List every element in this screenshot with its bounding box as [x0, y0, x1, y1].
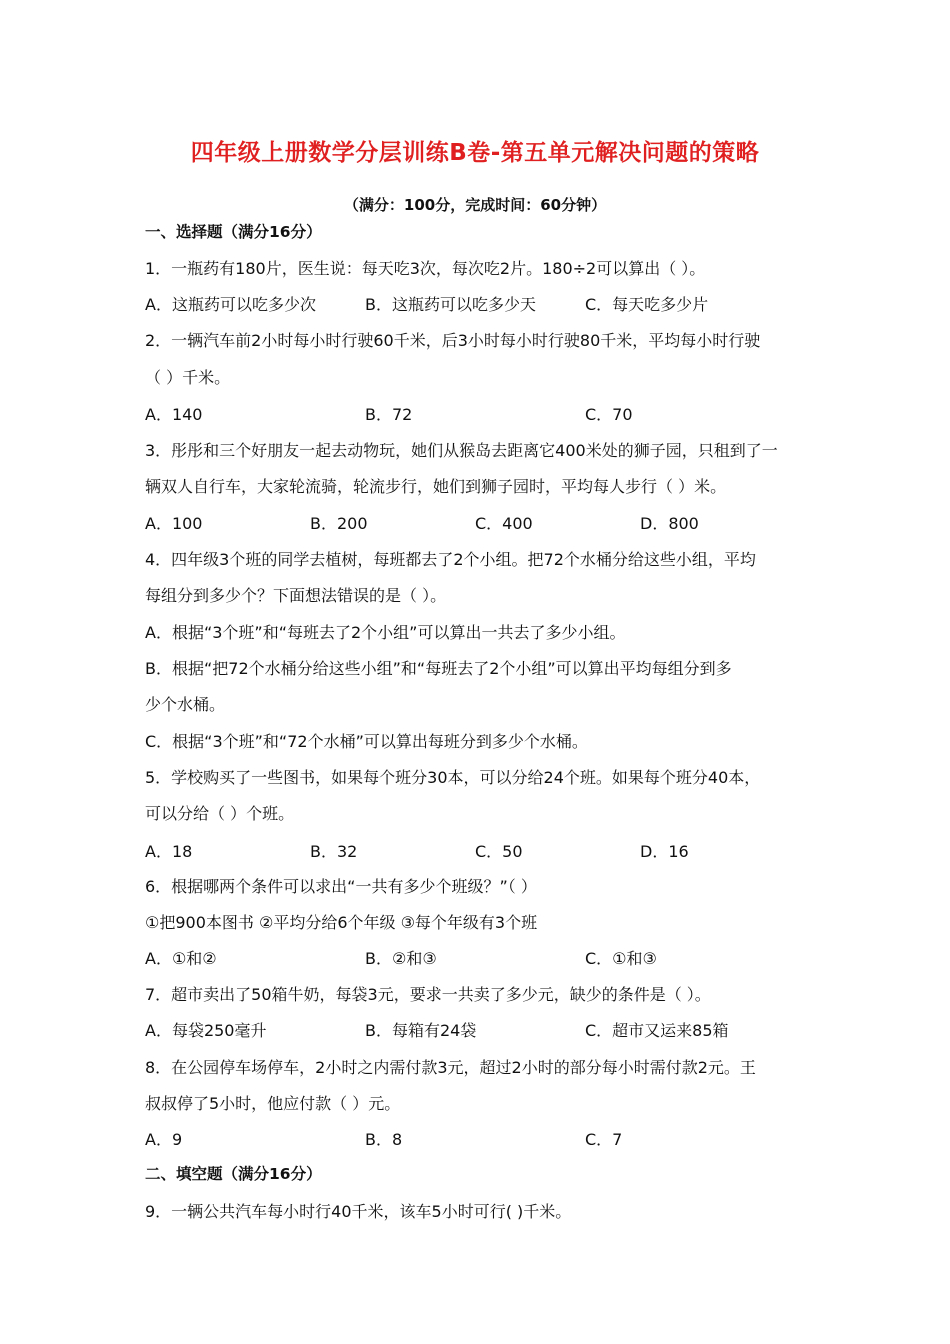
question-6-stem: 6．根据哪两个条件可以求出“一共有多少个班级？”（ ） — [145, 877, 537, 896]
question-3-stem-line1: 3．彤彤和三个好朋友一起去动物玩，她们从猴岛去距离它400米处的狮子园，只租到了一 — [145, 441, 778, 460]
q2-option-c: C．70 — [585, 405, 633, 424]
q6-conditions: ①把900本图书 ②平均分给6个年级 ③每个年级有3个班 — [145, 913, 538, 932]
q6-option-a: A．①和② — [145, 949, 217, 968]
q6-option-b: B．②和③ — [365, 949, 437, 968]
question-9-stem: 9．一辆公共汽车每小时行40千米，该车5小时可行( )千米。 — [145, 1202, 572, 1221]
question-8-stem-line2: 叔叔停了5小时，他应付款（ ）元。 — [145, 1094, 401, 1113]
q3-option-d: D．800 — [640, 514, 699, 533]
q4-option-b-line1: B．根据“把72个水桶分给这些小组”和“每班去了2个小组”可以算出平均每组分到多 — [145, 659, 732, 678]
q1-option-a: A．这瓶药可以吃多少次 — [145, 295, 316, 314]
question-2-stem-line2: （ ）千米。 — [145, 368, 231, 387]
section-heading-choice: 一、选择题（满分16分） — [145, 223, 322, 241]
question-7-stem: 7．超市卖出了50箱牛奶，每袋3元，要求一共卖了多少元，缺少的条件是（ ）。 — [145, 985, 711, 1004]
q2-option-b: B．72 — [365, 405, 413, 424]
q7-option-b: B．每箱有24袋 — [365, 1021, 477, 1040]
q8-option-b: B．8 — [365, 1130, 403, 1149]
question-5-stem-line2: 可以分给（ ）个班。 — [145, 804, 295, 823]
question-8-stem-line1: 8．在公园停车场停车，2小时之内需付款3元，超过2小时的部分每小时需付款2元。王 — [145, 1058, 756, 1077]
q4-option-a: A．根据“3个班”和“每班去了2个小组”可以算出一共去了多少小组。 — [145, 623, 626, 642]
q1-option-c: C．每天吃多少片 — [585, 295, 709, 314]
q5-option-b: B．32 — [310, 842, 358, 861]
q3-option-b: B．200 — [310, 514, 368, 533]
question-2-stem-line1: 2．一辆汽车前2小时每小时行驶60千米，后3小时每小时行驶80千米，平均每小时行驶 — [145, 331, 761, 350]
question-4-stem-line2: 每组分到多少个？下面想法错误的是（ ）。 — [145, 586, 447, 605]
q7-option-a: A．每袋250毫升 — [145, 1021, 267, 1040]
document-title: 四年级上册数学分层训练B卷-第五单元解决问题的策略 — [190, 140, 760, 166]
section-heading-fill: 二、填空题（满分16分） — [145, 1165, 322, 1183]
q3-option-c: C．400 — [475, 514, 533, 533]
q5-option-d: D．16 — [640, 842, 689, 861]
question-3-stem-line2: 辆双人自行车，大家轮流骑，轮流步行，她们到狮子园时，平均每人步行（ ）米。 — [145, 477, 727, 496]
q1-option-b: B．这瓶药可以吃多少天 — [365, 295, 536, 314]
q7-option-c: C．超市又运来85箱 — [585, 1021, 729, 1040]
q8-option-a: A．9 — [145, 1130, 183, 1149]
q3-option-a: A．100 — [145, 514, 203, 533]
question-5-stem-line1: 5．学校购买了一些图书，如果每个班分30本，可以分给24个班。如果每个班分40本， — [145, 768, 761, 787]
q5-option-c: C．50 — [475, 842, 523, 861]
question-1-stem: 1．一瓶药有180片，医生说：每天吃3次，每次吃2片。180÷2可以算出（ ）。 — [145, 259, 706, 278]
question-4-stem-line1: 4．四年级3个班的同学去植树，每班都去了2个小组。把72个水桶分给这些小组，平均 — [145, 550, 756, 569]
q5-option-a: A．18 — [145, 842, 193, 861]
q8-option-c: C．7 — [585, 1130, 623, 1149]
q2-option-a: A．140 — [145, 405, 203, 424]
q6-option-c: C．①和③ — [585, 949, 657, 968]
q4-option-b-line2: 少个水桶。 — [145, 695, 226, 714]
q4-option-c: C．根据“3个班”和“72个水桶”可以算出每班分到多少个水桶。 — [145, 732, 588, 751]
document-subtitle: （满分：100分，完成时间：60分钟） — [343, 196, 607, 214]
